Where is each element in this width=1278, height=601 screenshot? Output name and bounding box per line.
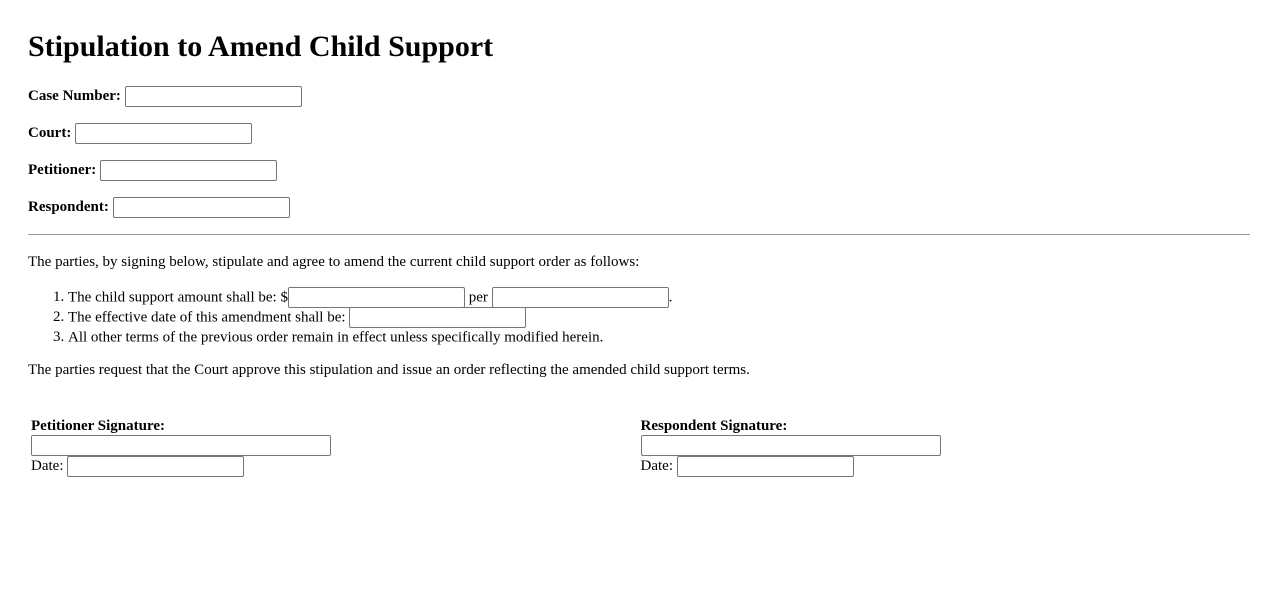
support-period-input[interactable] — [492, 287, 669, 308]
respondent-date-label: Date: — [640, 458, 673, 474]
respondent-signature-block — [641, 417, 1251, 477]
term-item-amount — [68, 287, 1250, 307]
other-terms-text: All other terms of the previous order remain in effect unless specifically modified herein. — [68, 329, 604, 346]
court-input[interactable] — [75, 123, 252, 144]
term-item-other-terms — [68, 327, 1250, 347]
request-paragraph: The parties request that the Court approve this stipulation and issue an order reflecting the amended child support terms. — [28, 362, 750, 378]
respondent-input[interactable] — [113, 197, 290, 218]
court-label: Court: — [28, 125, 72, 141]
amount-suffix-text: . — [668, 289, 673, 306]
petitioner-input[interactable] — [100, 160, 277, 181]
petitioner-row — [28, 160, 1250, 181]
amount-prefix-text: The child support amount shall be: $ — [68, 289, 288, 306]
per-text: per — [468, 289, 488, 306]
effective-date-input[interactable] — [349, 307, 526, 328]
petitioner-date-row — [31, 456, 641, 477]
respondent-row — [28, 197, 1250, 218]
court-row — [28, 123, 1250, 144]
term-item-effective-date — [68, 307, 1250, 327]
effective-date-text: The effective date of this amendment shall be: — [68, 309, 346, 326]
respondent-date-input[interactable] — [677, 456, 854, 477]
respondent-signature-input[interactable] — [641, 435, 941, 456]
respondent-date-row — [641, 456, 1251, 477]
case-number-row — [28, 86, 1250, 107]
petitioner-signature-label: Petitioner Signature: — [31, 418, 166, 434]
intro-paragraph: The parties, by signing below, stipulate and agree to amend the current child support order as follows: — [28, 254, 640, 270]
petitioner-signature-input[interactable] — [31, 435, 331, 456]
case-number-input[interactable] — [125, 86, 302, 107]
page-title: Stipulation to Amend Child Support — [28, 30, 494, 63]
case-number-label: Case Number: — [28, 88, 121, 104]
petitioner-label: Petitioner: — [28, 162, 97, 178]
petitioner-date-label: Date: — [31, 458, 64, 474]
petitioner-date-input[interactable] — [67, 456, 244, 477]
respondent-label: Respondent: — [28, 199, 109, 215]
respondent-signature-label: Respondent Signature: — [640, 418, 788, 434]
section-divider — [28, 234, 1250, 235]
signatures-section — [28, 417, 1250, 477]
support-amount-input[interactable] — [288, 287, 465, 308]
petitioner-signature-block — [31, 417, 641, 477]
terms-list — [28, 287, 1250, 347]
